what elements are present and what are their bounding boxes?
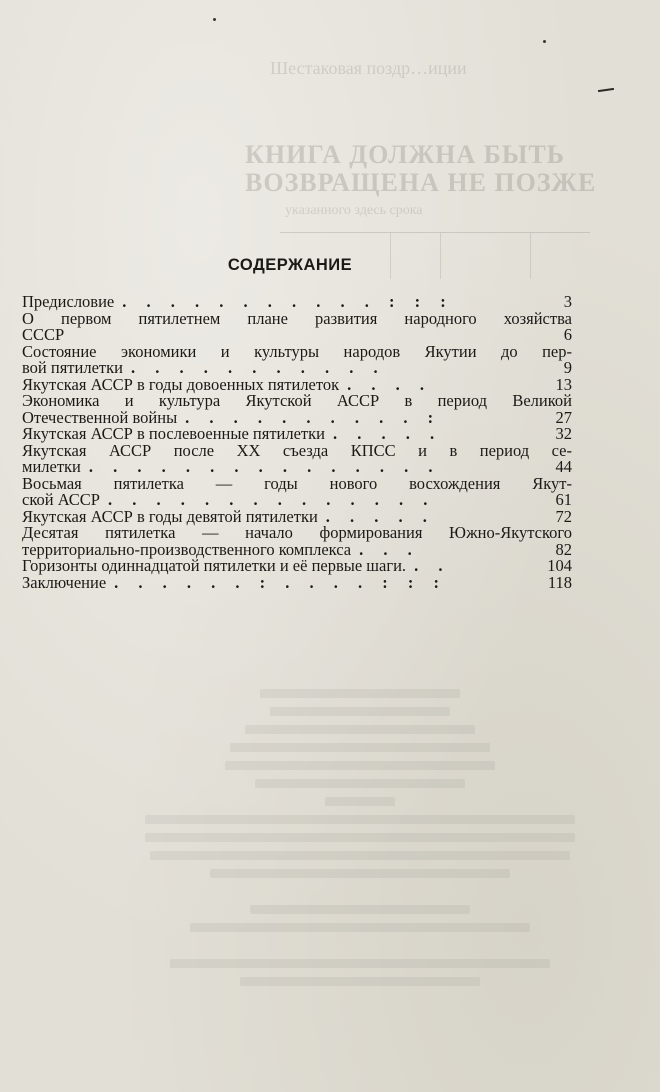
bleed-through-line: Шестаковая поздр…иции [270,58,467,78]
toc-entry-title: территориально-производственного комплекса [22,539,352,559]
toc-entry [22,308,572,344]
toc-entry [22,341,572,377]
toc-page-number: 104 [547,556,572,575]
toc-page-number: 44 [555,457,572,476]
toc-entry-title: Десятая пятилетка — начало формирования Южно-Якутского [22,523,572,542]
toc-page-number: 82 [555,539,572,559]
bleed-through-imprint [140,680,580,995]
table-of-contents [22,294,572,591]
toc-leader-dots: . . . . . [333,426,443,443]
bleed-through-line: указанного здесь срока [285,203,423,218]
toc-entry-title: Якутская АССР после XX съезда КПСС и в период се- [22,440,572,460]
toc-entry-title: Предисловие [22,292,115,311]
toc-page-number: 32 [555,424,572,443]
toc-entry-title: СССР [22,325,65,344]
toc-page-number: 3 [563,292,572,311]
toc-page-number: 13 [555,374,572,394]
toc-leader-dots: . . . . [347,376,433,393]
paper-speck [213,18,216,21]
toc-entry-title: вой пятилетки [22,358,123,377]
toc-entry-title: Якутская АССР в годы довоенных пятилеток [22,374,340,394]
toc-title: СОДЕРЖАНИЕ [227,256,353,274]
toc-entry-title: Экономика и культура Якутской АССР в период Великой [22,391,572,410]
toc-entry [22,525,572,558]
toc-entry [22,393,572,426]
toc-entry-title: Восьмая пятилетка — годы нового восхождения Якут- [22,473,572,493]
toc-page-number: 6 [563,325,572,344]
toc-entry-title: милетки [22,457,81,476]
paper-mark [598,88,614,92]
toc-page-number: 118 [547,572,572,592]
toc-page-number: 72 [555,506,572,526]
bleed-through-line: КНИГА ДОЛЖНА БЫТЬ [245,140,565,169]
paper-speck [543,40,546,43]
bleed-through-line: ВОЗВРАЩЕНА НЕ ПОЗЖЕ [245,168,597,197]
toc-leader-dots: . . . . . . . . . . . : : : [122,294,454,311]
toc-entry-title: Заключение [22,572,107,592]
toc-entry-title: ской АССР [22,490,100,509]
toc-entry [22,473,572,509]
toc-leader-dots: . . [414,558,451,575]
toc-entry-title: Якутская АССР в послевоенные пятилетки [22,424,325,443]
toc-entry-title: Состояние экономики и культуры народов Якутии до пер- [22,341,572,361]
toc-page-number: 9 [563,358,572,377]
toc-entry-title: Горизонты одиннадцатой пятилетки и её первые шаги. [22,556,407,575]
toc-entry-title: О первом пятилетнем плане развития народного хозяйства [22,308,572,328]
toc-leader-dots: . . . . . [325,508,435,525]
toc-leader-dots: . . . [359,541,420,558]
toc-leader-dots: . . . . . . : . . . . : : : [114,574,448,591]
toc-entry [22,572,572,592]
toc-leader-dots: . . . . . . . . . . . . . . . [88,459,441,476]
toc-entry [22,440,572,476]
toc-page-number: 61 [555,490,572,509]
toc-leader-dots: . . . . . . . . . . . . . . [108,492,436,509]
toc-leader-dots: . . . . . . . . . . . [130,360,386,377]
toc-leader-dots: . . . . . . . . . . : [185,409,442,426]
toc-entry-title: Отечественной войны [22,407,178,427]
toc-entry-title: Якутская АССР в годы девятой пятилетки [22,506,318,526]
toc-page-number: 27 [555,407,572,427]
